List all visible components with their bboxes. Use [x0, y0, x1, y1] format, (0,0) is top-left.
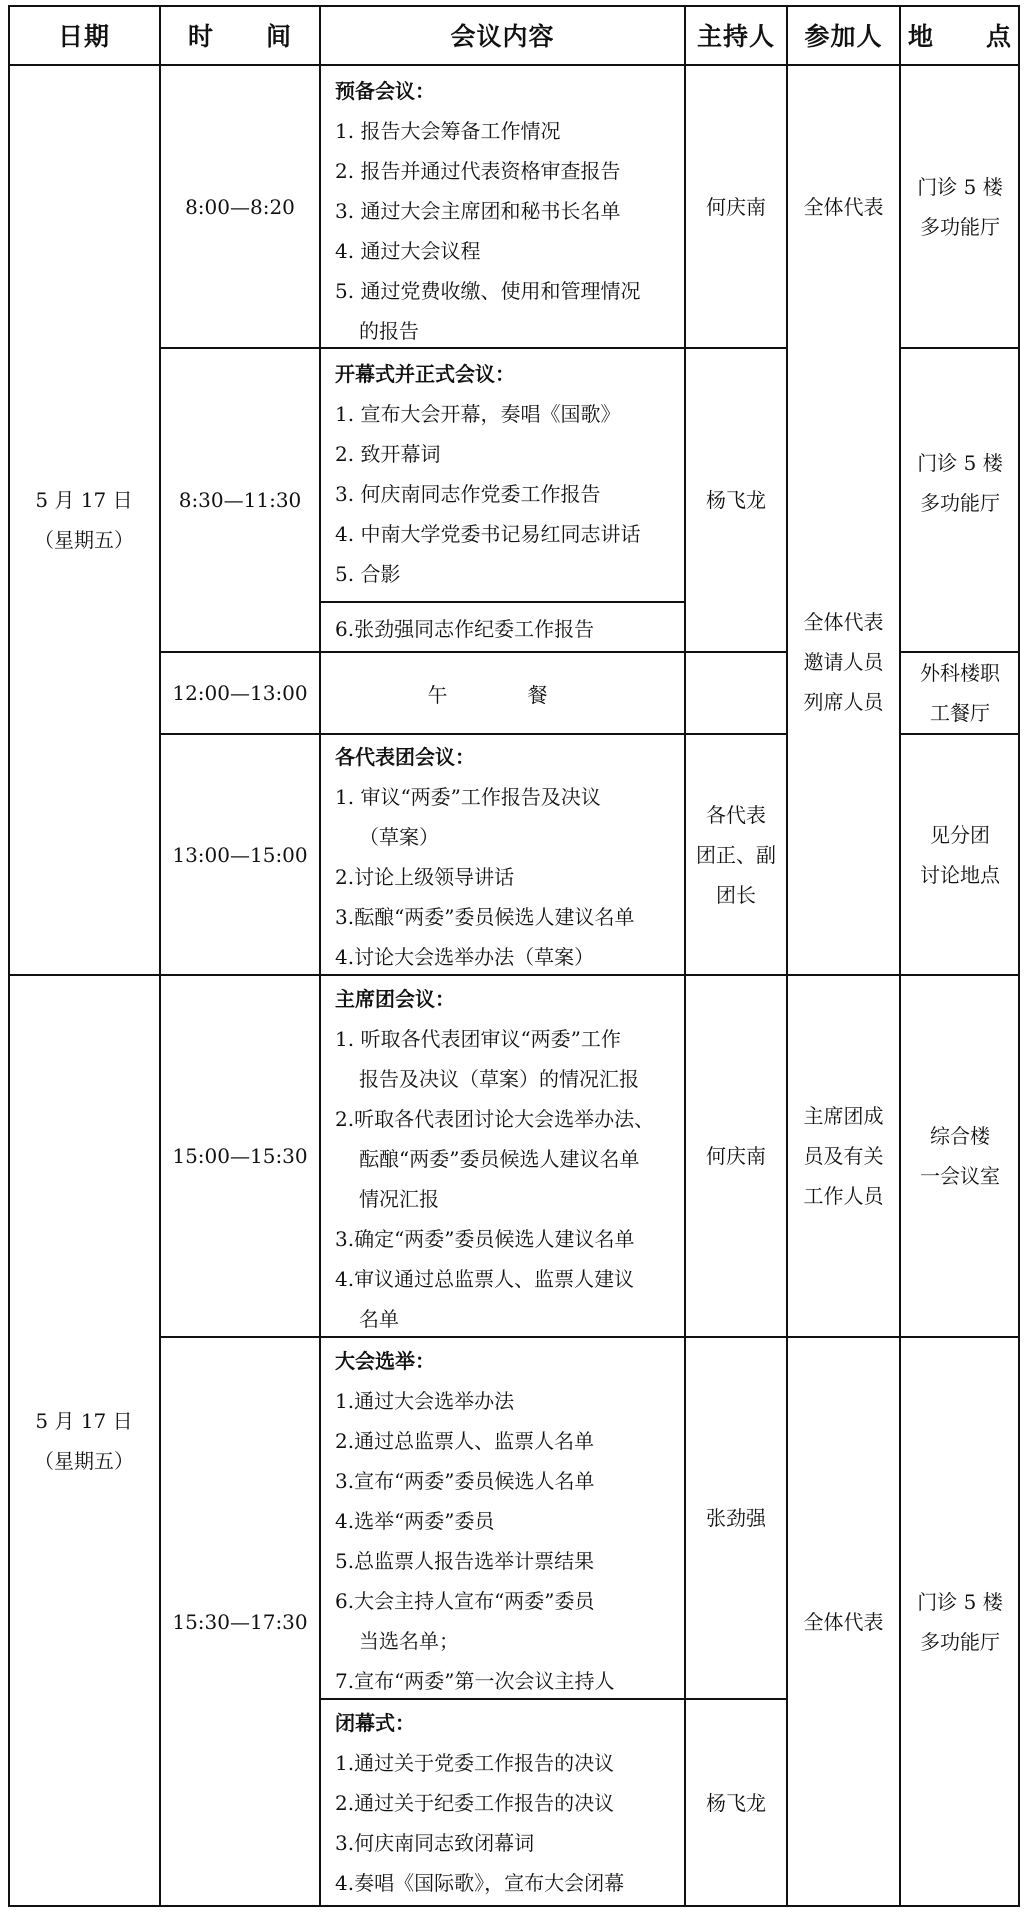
- session-opening-extra: [320, 602, 685, 652]
- date-text: 5 月 17 日: [35, 1409, 133, 1433]
- header-content: 会议内容: [450, 22, 555, 51]
- date-text: 5 月 17 日: [35, 488, 133, 512]
- agenda-item: 3. 通过大会主席团和秘书长名单: [335, 199, 621, 223]
- agenda-item: 6.张劲强同志作纪委工作报告: [335, 616, 595, 641]
- agenda-item: 2.讨论上级领导讲话: [335, 865, 515, 889]
- location-cell: [900, 65, 1020, 348]
- location-text: 门诊 5 楼: [917, 451, 1003, 475]
- location-text: 讨论地点: [920, 862, 1000, 887]
- session-title: 大会选举：: [335, 1349, 435, 1373]
- agenda-item: 3.确定“两委”委员候选人建议名单: [335, 1227, 635, 1251]
- agenda-item: 6.大会主持人宣布“两委”委员: [335, 1589, 595, 1613]
- location-text: 多功能厅: [920, 1630, 1000, 1654]
- location-text: 外科楼职: [920, 661, 1000, 685]
- host-cell: 杨飞龙: [706, 488, 766, 512]
- agenda-item: 情况汇报: [359, 1187, 439, 1211]
- agenda-item: 5. 合影: [335, 562, 401, 586]
- location-cell: [900, 975, 1020, 1337]
- attendees-text: 员及有关: [803, 1144, 884, 1168]
- agenda-item: 3.酝酿“两委”委员候选人建议名单: [335, 905, 635, 929]
- agenda-item: 2. 报告并通过代表资格审查报告: [335, 159, 621, 183]
- header-attendees: 参加人: [804, 22, 883, 51]
- grid-line: [159, 1336, 1020, 1338]
- time-cell: 12:00—13:00: [172, 681, 308, 705]
- schedule-table: [8, 5, 1020, 1907]
- location-text: 门诊 5 楼: [917, 174, 1003, 199]
- session-closing: [320, 1703, 685, 1907]
- time-cell: 15:00—15:30: [172, 1144, 308, 1168]
- attendees-text: 邀请人员: [803, 649, 884, 674]
- agenda-item: 3. 何庆南同志作党委工作报告: [335, 482, 601, 506]
- agenda-item: 1. 审议“两委”工作报告及决议: [335, 785, 601, 809]
- location-cell: [900, 1337, 1020, 1907]
- agenda-item: 7.宣布“两委”第一次会议主持人: [335, 1669, 615, 1693]
- agenda-item: 5. 通过党费收缴、使用和管理情况: [335, 279, 641, 303]
- grid-line: [684, 5, 686, 1907]
- agenda-item: 报告及决议（草案）的情况汇报: [359, 1067, 639, 1091]
- attendees-cell: 全体代表: [803, 1610, 884, 1634]
- agenda-item: 酝酿“两委”委员候选人建议名单: [359, 1147, 640, 1171]
- host-cell: 何庆南: [706, 1144, 766, 1168]
- location-cell: [900, 652, 1020, 734]
- agenda-item: 的报告: [359, 319, 419, 343]
- weekday-text: （星期五）: [34, 1449, 134, 1473]
- attendees-cell: 全体代表: [803, 194, 884, 219]
- agenda-item: 2.听取各代表团讨论大会选举办法、: [335, 1107, 655, 1131]
- grid-line: [8, 974, 1020, 976]
- agenda-item: 4.奏唱《国际歌》，宣布大会闭幕: [335, 1871, 625, 1895]
- grid-line: [899, 733, 1020, 735]
- location-text: 多功能厅: [920, 214, 1000, 239]
- weekday-text: （星期五）: [34, 528, 134, 552]
- agenda-item: 2. 致开幕词: [335, 442, 441, 466]
- host-cell: [685, 734, 787, 975]
- host-cell: 杨飞龙: [706, 1791, 766, 1815]
- session-title: 主席团会议：: [335, 987, 455, 1011]
- session-presidium: [320, 979, 685, 1337]
- header-location: 地 点: [907, 22, 1012, 51]
- agenda-item: 3.宣布“两委”委员候选人名单: [335, 1469, 595, 1493]
- agenda-item: 4. 通过大会议程: [335, 239, 481, 263]
- session-delegations: [320, 737, 685, 975]
- agenda-item: 2.通过关于纪委工作报告的决议: [335, 1791, 615, 1815]
- header-host: 主持人: [696, 22, 775, 51]
- time-cell: 8:30—11:30: [178, 488, 302, 512]
- agenda-item: 4.选举“两委”委员: [335, 1509, 495, 1533]
- host-text: 各代表: [706, 802, 766, 827]
- agenda-item: 1.通过关于党委工作报告的决议: [335, 1751, 615, 1775]
- attendees-text: 工作人员: [803, 1184, 884, 1208]
- agenda-item: 5.总监票人报告选举计票结果: [335, 1549, 595, 1573]
- agenda-item: 3.何庆南同志致闭幕词: [335, 1831, 535, 1855]
- session-prep: [320, 71, 685, 348]
- agenda-item: 当选名单；: [359, 1629, 459, 1653]
- session-election: [320, 1341, 685, 1699]
- session-title: 各代表团会议：: [335, 745, 475, 769]
- agenda-item: 1. 宣布大会开幕，奏唱《国歌》: [335, 402, 621, 426]
- grid-line: [319, 5, 321, 1907]
- session-title: 闭幕式：: [335, 1711, 415, 1735]
- attendees-cell: [787, 348, 900, 975]
- agenda-item: 4.审议通过总监票人、监票人建议: [335, 1267, 635, 1291]
- session-opening: [320, 354, 685, 602]
- location-text: 一会议室: [920, 1164, 1000, 1188]
- agenda-item: 名单: [359, 1307, 399, 1331]
- location-text: 多功能厅: [920, 491, 1000, 515]
- header-time: 时 间: [187, 22, 292, 51]
- host-cell: 张劲强: [706, 1506, 766, 1530]
- grid-line: [159, 651, 787, 653]
- grid-line: [159, 5, 161, 1907]
- grid-line: [899, 651, 1020, 653]
- grid-line: [899, 347, 1020, 349]
- location-cell: [900, 348, 1020, 618]
- location-text: 工餐厅: [930, 701, 990, 725]
- grid-line: [8, 64, 1020, 66]
- time-cell: 15:30—17:30: [172, 1610, 308, 1634]
- agenda-item: 4. 中南大学党委书记易红同志讲话: [335, 522, 641, 546]
- location-text: 综合楼: [930, 1124, 990, 1148]
- grid-line: [899, 5, 901, 1907]
- agenda-item: 1. 报告大会筹备工作情况: [335, 119, 561, 143]
- attendees-text: 主席团成: [803, 1104, 884, 1128]
- grid-line: [786, 5, 788, 1907]
- time-cell: 8:00—8:20: [185, 194, 295, 219]
- host-cell: 何庆南: [706, 194, 766, 219]
- attendees-cell: [787, 975, 900, 1337]
- lunch-cell: 午 餐: [427, 682, 578, 707]
- grid-line: [319, 601, 685, 603]
- host-text: 团正、副: [696, 842, 776, 867]
- date-cell-day2: [8, 975, 160, 1907]
- agenda-item: 1. 听取各代表团审议“两委”工作: [335, 1027, 621, 1051]
- header-date: 日期: [57, 22, 110, 51]
- grid-line: [159, 347, 787, 349]
- agenda-item: （草案）: [359, 825, 439, 849]
- date-cell-day1: [8, 65, 160, 975]
- agenda-item: 4.讨论大会选举办法（草案）: [335, 945, 595, 969]
- grid-line: [319, 1698, 787, 1700]
- grid-line: [159, 733, 787, 735]
- agenda-item: 2.通过总监票人、监票人名单: [335, 1429, 595, 1453]
- session-title: 开幕式并正式会议：: [335, 362, 515, 386]
- agenda-item: 1.通过大会选举办法: [335, 1389, 515, 1413]
- attendees-text: 列席人员: [803, 689, 884, 714]
- time-cell: 13:00—15:00: [172, 842, 308, 867]
- location-cell: [900, 734, 1020, 975]
- attendees-text: 全体代表: [803, 609, 884, 634]
- location-text: 见分团: [930, 822, 990, 847]
- session-title: 预备会议：: [335, 79, 435, 103]
- host-text: 团长: [716, 882, 756, 907]
- location-text: 门诊 5 楼: [917, 1590, 1003, 1614]
